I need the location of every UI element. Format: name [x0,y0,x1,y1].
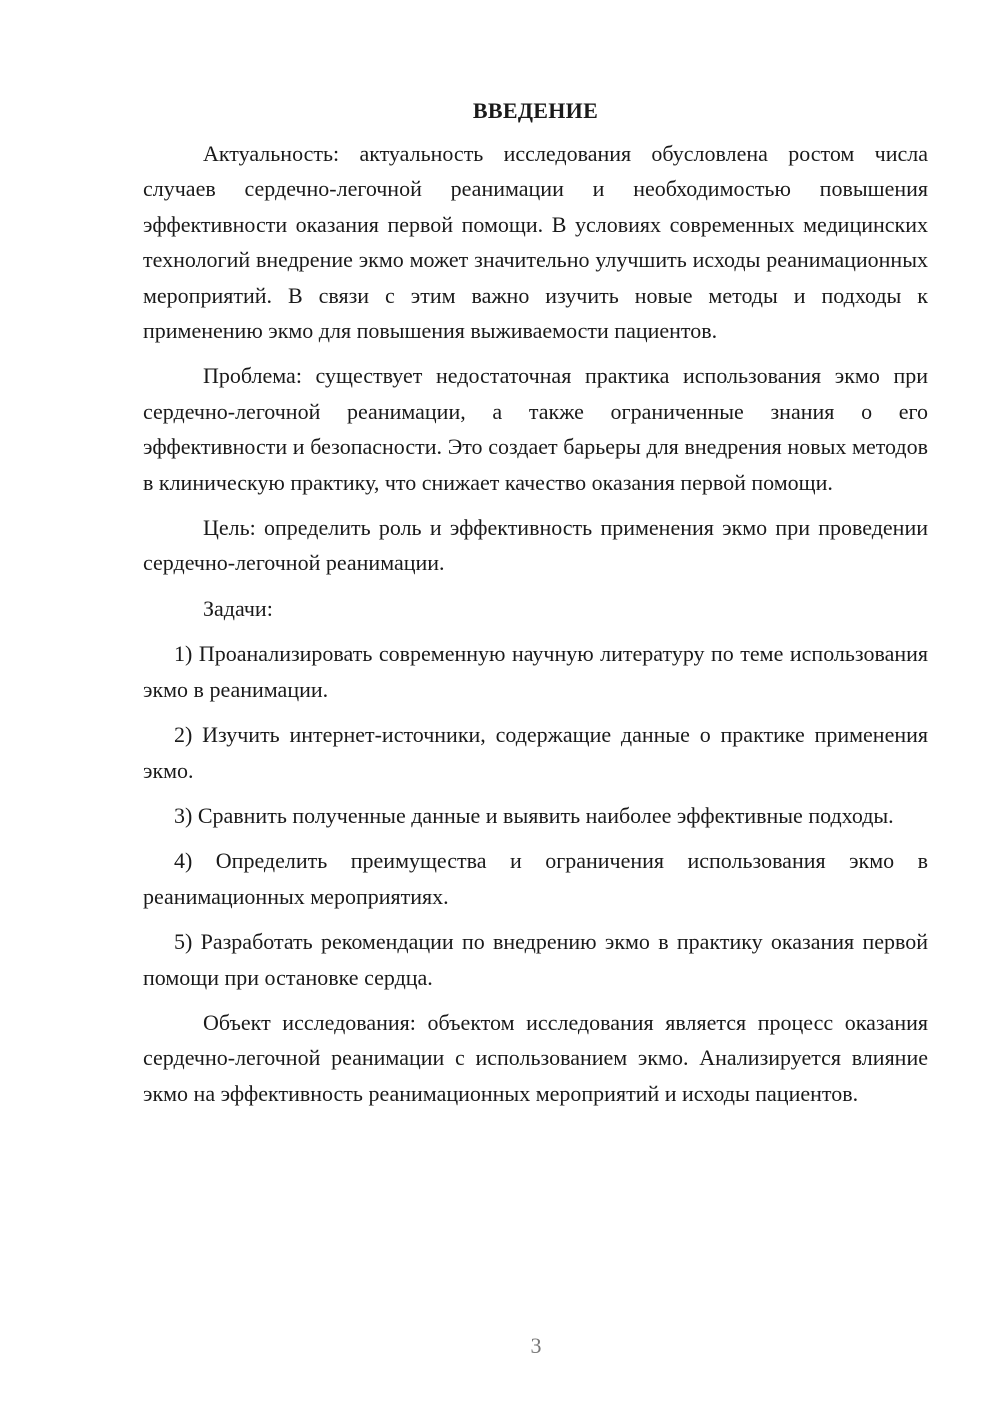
paragraph-problem: Проблема: существует недостаточная практика использования экмо при сердечно-легочной реанимации, а также ограниченные знания о его эффективности и безопасности. Это создает барьеры для внедрения новых методов в клиническую практику, что снижает качество оказания первой помощи. [143,363,928,495]
paragraph-tasks-heading: Задачи: [203,595,273,621]
document-page [143,96,928,1121]
paragraph-object: Объект исследования: объектом исследования является процесс оказания сердечно-легочной реанимации с использованием экмо. Анализируется влияние экмо на эффективность реанимационных мероприятий и исходы пациентов. [143,1009,928,1106]
paragraph-relevance: Актуальность: актуальность исследования обусловлена ростом числа случаев сердечно-легочной реанимации и необходимостью повышения эффективности оказания первой помощи. В условиях современных медицинских технологий внедрение экмо может значительно улучшить исходы реанимационных мероприятий. В связи с этим важно изучить новые методы и подходы к применению экмо для повышения выживаемости пациентов. [143,141,928,344]
task-item: 1) Проанализировать современную научную литературу по теме использования экмо в реанимации. [143,641,928,702]
task-item: 5) Разработать рекомендации по внедрению экмо в практику оказания первой помощи при остановке сердца. [143,929,928,990]
page-number: 3 [530,1333,542,1358]
task-item: 3) Сравнить полученные данные и выявить наиболее эффективные подходы. [174,802,894,828]
paragraph-goal: Цель: определить роль и эффективность применения экмо при проведении сердечно-легочной реанимации. [143,515,928,576]
task-item: 4) Определить преимущества и ограничения использования экмо в реанимационных мероприятиях. [143,848,928,909]
task-item: 2) Изучить интернет-источники, содержащие данные о практике применения экмо. [143,722,928,783]
section-title: ВВЕДЕНИЕ [472,98,599,123]
